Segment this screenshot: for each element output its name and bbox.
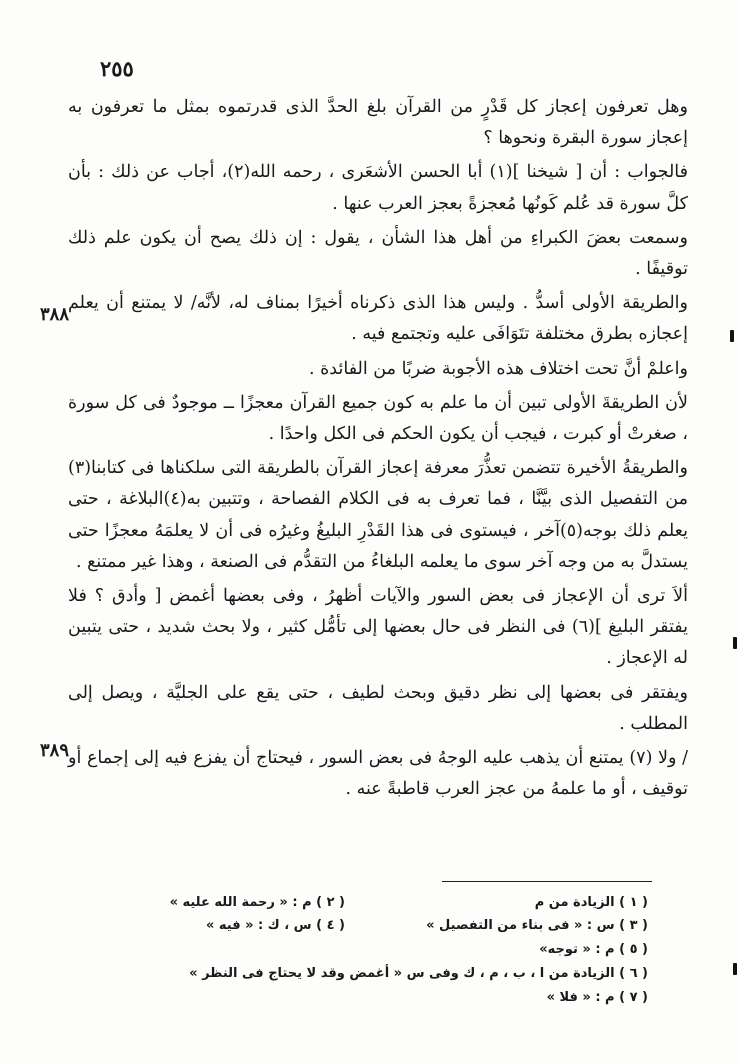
- margin-number-388: ٣٨٨: [40, 304, 70, 325]
- page-number: ٢٥٥: [100, 56, 134, 81]
- footnote: ( ٤ ) س ، ك : « فيه »: [205, 918, 345, 933]
- paragraph: ويفتقر فى بعضها إلى نظر دقيق وبحث لطيف ، حتى يقع على الجليَّة ، ويصل إلى المطلب .: [68, 682, 688, 734]
- paragraph: / ولا (٧) يمتنع أن يذهب عليه الوجهُ فى بعض السور ، فيحتاج أن يفزع فيه إلى إجماع أو توقيف ، أو ما علمهُ من عجز العرب قاطبةً عنه .: [68, 748, 688, 800]
- edge-mark: [733, 637, 737, 649]
- paragraph: والطريقة الأولى أسدُّ . وليس هذا الذى ذكرناه أخيرًا بمناف له، لأنَّه/ لا يمتنع أن يعلم إعجازه بطرق مختلفة تتَوَافَى عليه وتجتمع فيه .: [68, 293, 688, 345]
- paragraph: واعلمْ أنَّ تحت اختلاف هذه الأجوبة ضربًا من الفائدة .: [309, 358, 688, 379]
- footnote: ( ٧ ) م : « فلا »: [546, 990, 648, 1005]
- margin-number-389: ٣٨٩: [40, 740, 70, 761]
- main-text: [68, 92, 688, 808]
- edge-mark: [730, 330, 734, 342]
- footnote: ( ٢ ) م : « رحمة الله عليه »: [169, 895, 345, 910]
- footnote: ( ٦ ) الزيادة من ا ، ب ، م ، ك وفى س « أغمض وقد لا يحتاج فى النظر »: [189, 966, 648, 981]
- footnote: ( ٥ ) م : « توجه»: [539, 942, 648, 957]
- paragraph: وسمعت بعضَ الكبراءِ من أهل هذا الشأن ، يقول : إن ذلك يصح أن يكون علم ذلك توقيفًا .: [68, 227, 688, 280]
- footnote: ( ٣ ) س : « فى بناء من التفصيل »: [426, 918, 648, 933]
- paragraph: ألاَ ترى أن الإعجاز فى بعض السور والآيات أظهرُ ، وفى بعضها أغمض [ وأدق ؟ فلا يفتقر البليغ ](٦) فى النظر فى حال بعضها إلى تأمُّل كثير ، ولا بحث شديد ، حتى يتبين له الإعجاز .: [68, 586, 688, 669]
- paragraph: فالجواب : أن [ شيخنا ](١) أبا الحسن الأشعَرى ، رحمه الله(٢)، أجاب عن ذلك : بأن كلَّ سورة قد عُلم كَونُها مُعجزةً بعجز العرب عنها .: [68, 162, 688, 214]
- footnote: ( ١ ) الزيادة من م: [534, 895, 648, 910]
- footnote-divider: [442, 881, 652, 882]
- paragraph: وهل تعرفون إعجاز كل قَدْرٍ من القرآن بلغ الحدَّ الذى قدرتموه بمثل ما تعرفون به إعجاز سورة البقرة ونحوها ؟: [68, 97, 688, 149]
- edge-mark: [733, 963, 737, 975]
- paragraph: والطريقةُ الأخيرة تتضمن تعذُّرَ معرفة إعجاز القرآن بالطريقة التى سلكناها فى كتابنا(٣) من التفصيل الذى بيَّنَّا ، فما تعرف به فى الكلام الفصاحة ، وتتبين به(٤)البلاغة ، حتى يعلم ذلك بوجه(٥)آخر ، فيستوى فى هذا القَدْرِ البليغُ وغيرُه فى أن لا يعلمَهُ معجزًا حتى يستدلَّ به من وجه آخر سوى ما يعلمه البلغاءُ من التقدُّم فى الصنعة ، وهذا غير ممتنع .: [68, 458, 688, 572]
- paragraph: لأن الطريقةَ الأولى تبين أن ما علم به كون جميع القرآن معجزًا ــ موجودٌ فى كل سورة ، صغرتْ أو كبرت ، فيجب أن يكون الحكم فى الكل واحدًا .: [68, 392, 688, 445]
